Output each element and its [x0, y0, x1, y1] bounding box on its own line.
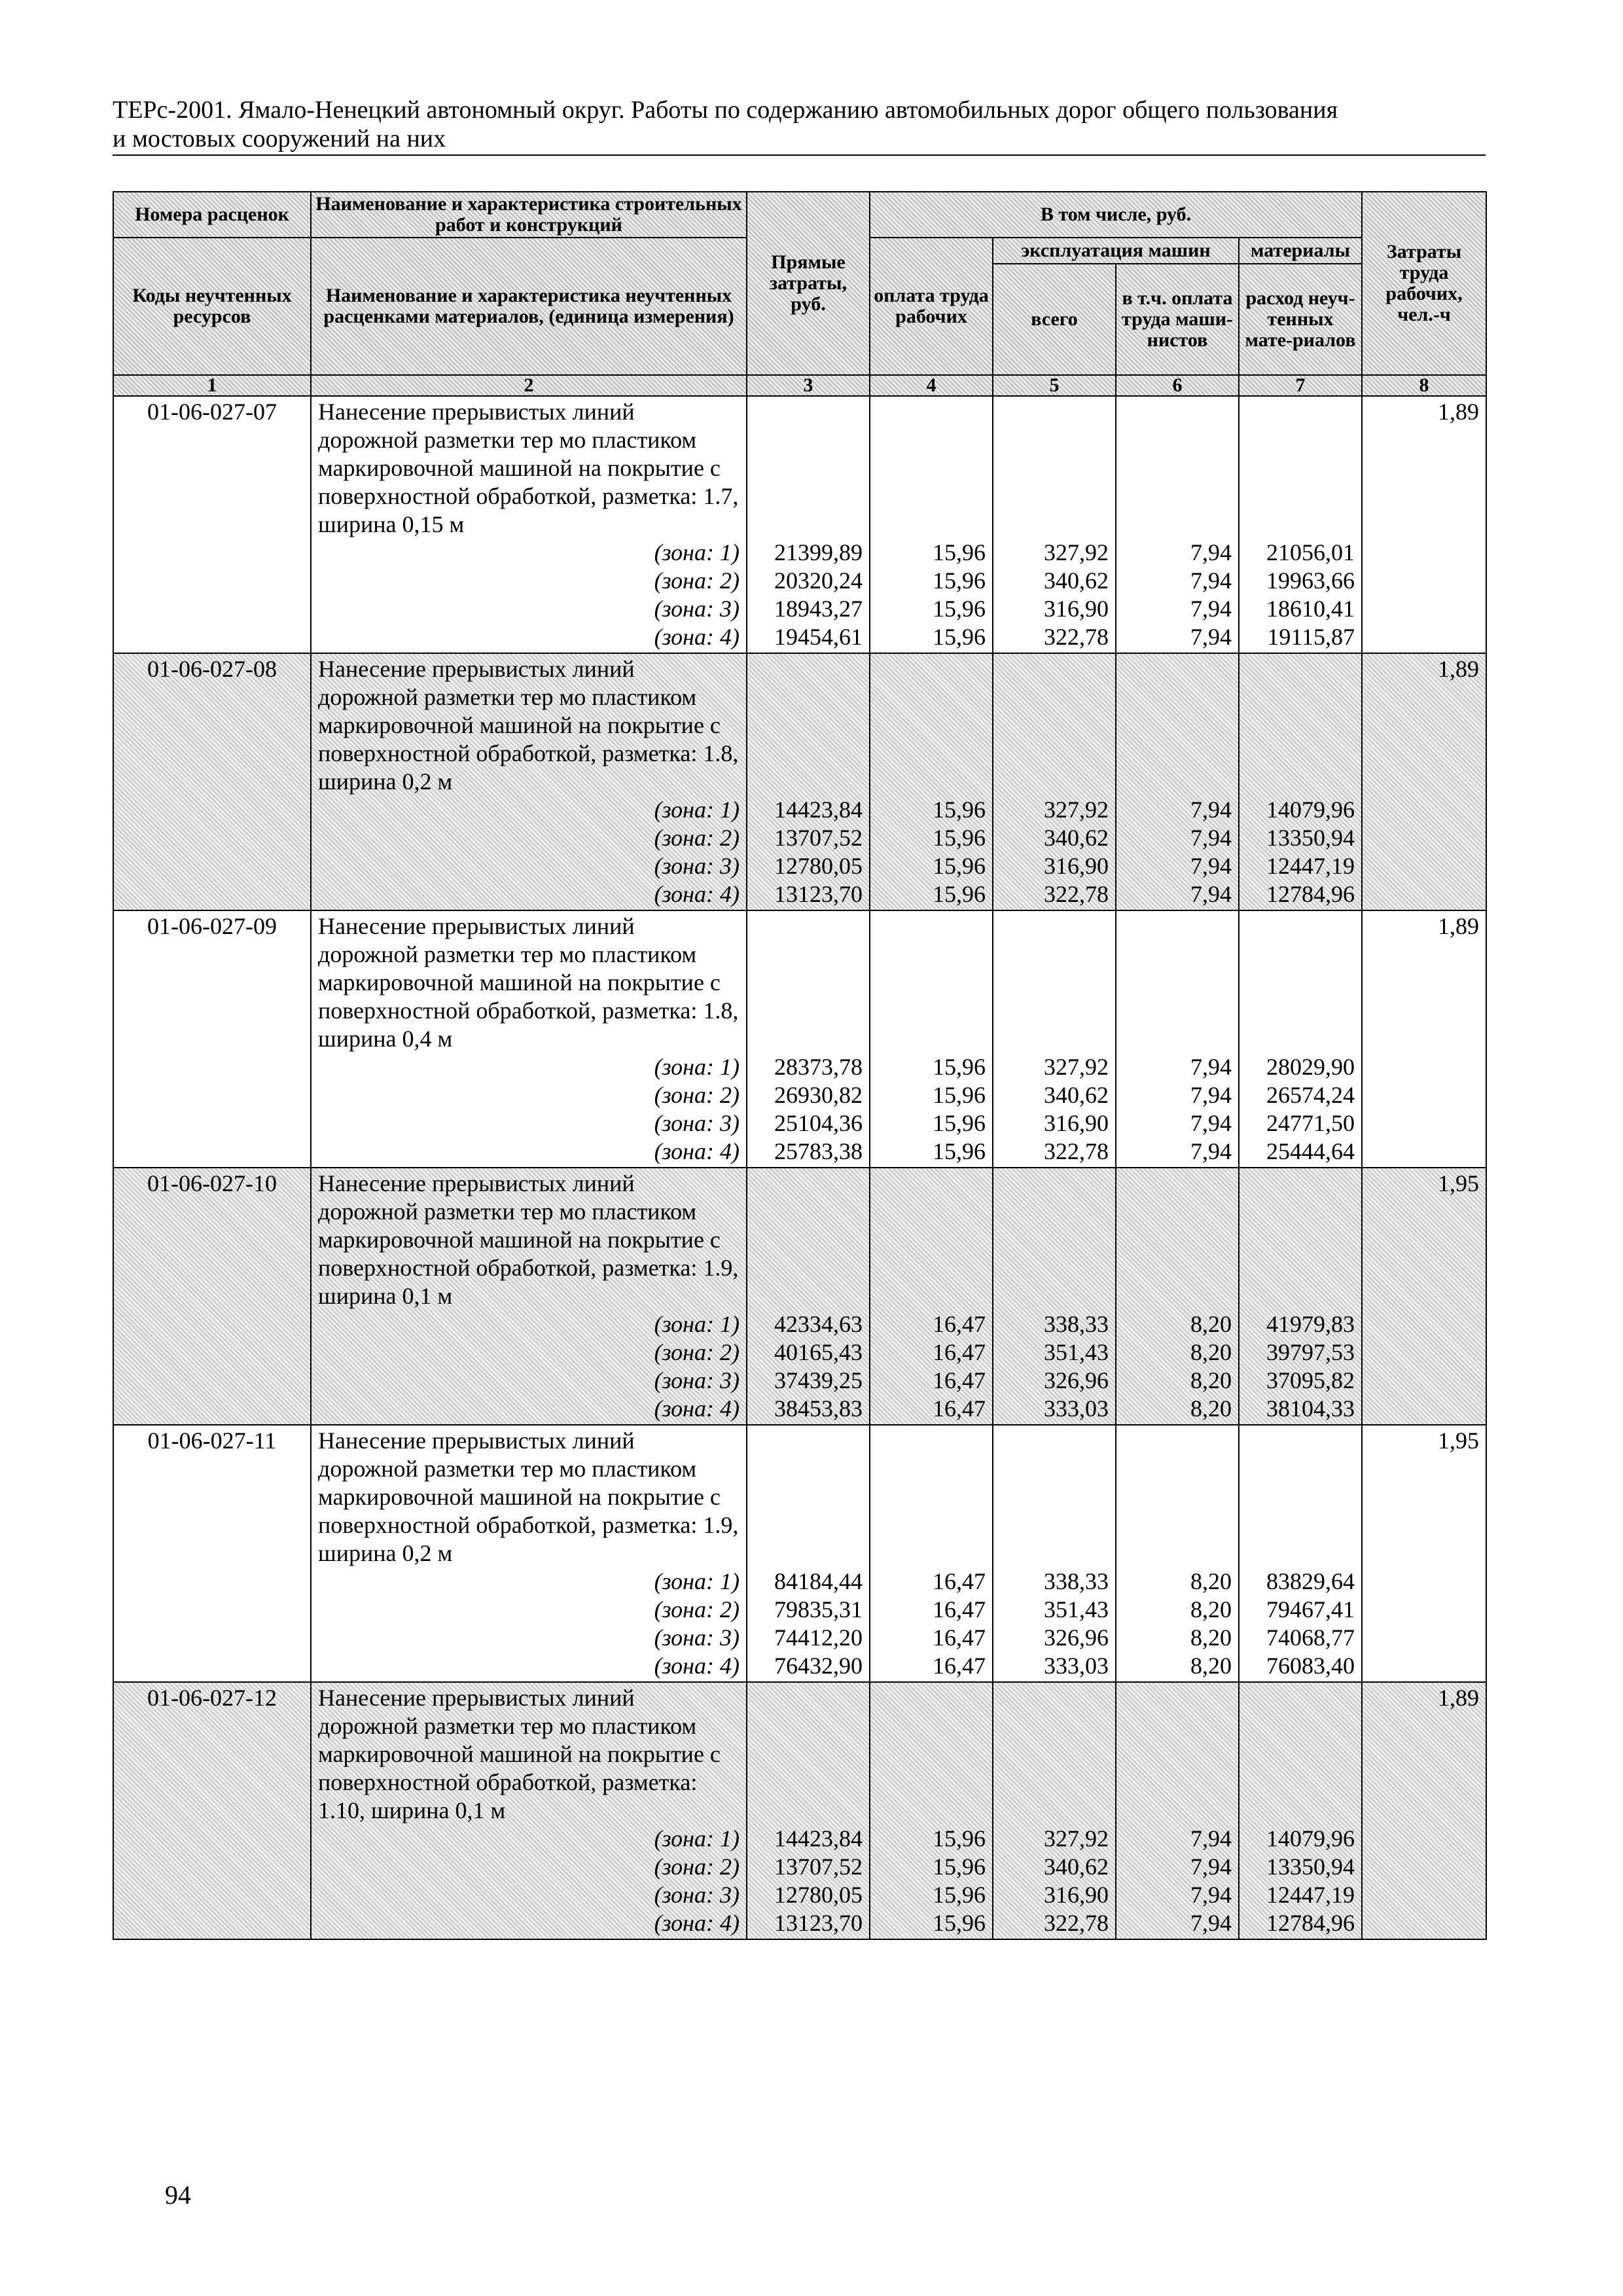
rate-item	[113, 653, 1486, 910]
value-cell-mach-wages	[1116, 910, 1239, 1168]
value-cell-wages	[870, 1425, 993, 1682]
zone-value: 16,47	[933, 1596, 986, 1623]
zone-value: 19963,66	[1266, 567, 1355, 594]
zone-value: 21399,89	[774, 539, 863, 565]
zone-value: 42334,63	[774, 1311, 863, 1337]
zone-value: 79467,41	[1266, 1596, 1355, 1623]
header-line-1: ТЕРс-2001. Ямало-Ненецкий автономный округ. Работы по содержанию автомобильных дорог общего пользования	[113, 96, 1338, 124]
zone-value: 76083,40	[1266, 1653, 1355, 1679]
title-spacer	[877, 1427, 986, 1568]
zone-value: 15,96	[933, 567, 986, 594]
rate-title: Нанесение прерывистых линий дорожной разметки тер мо пластиком маркировочной машиной на покрытие с поверхностной обработкой, разметка: 1.10, ширина 0,1 м	[318, 1685, 721, 1823]
rate-title: Нанесение прерывистых линий дорожной разметки тер мо пластиком маркировочной машиной на покрытие с поверхностной обработкой, разметка: 1.9, ширина 0,1 м	[318, 1170, 739, 1309]
zone-value: 37439,25	[774, 1367, 863, 1393]
value-cell-direct	[747, 910, 870, 1168]
header-material-names: Наименование и характеристика неучтенных расценками материалов, (единица измерения)	[311, 238, 747, 375]
labor-cost: 1,89	[1362, 653, 1486, 910]
zone-value: 7,94	[1190, 1138, 1232, 1164]
zone-value: 8,20	[1190, 1568, 1232, 1594]
labor-cost: 1,89	[1362, 396, 1486, 653]
zone-value: 7,94	[1190, 624, 1232, 650]
title-spacer	[1246, 1170, 1355, 1310]
value-cell-wages	[870, 1682, 993, 1939]
zone-value: 338,33	[1044, 1311, 1109, 1337]
rate-item	[113, 396, 1486, 653]
title-spacer	[1246, 1427, 1355, 1568]
zone-label: (зона: 3)	[654, 596, 740, 622]
zone-label: (зона: 3)	[654, 853, 740, 879]
value-cell-machines	[993, 396, 1116, 653]
zone-value: 7,94	[1190, 1825, 1232, 1852]
zone-value: 40165,43	[774, 1339, 863, 1365]
zone-value: 322,78	[1044, 1910, 1109, 1936]
value-cell-direct	[747, 653, 870, 910]
rate-code: 01-06-027-12	[113, 1682, 311, 1939]
zone-value: 327,92	[1044, 1054, 1109, 1080]
zone-value: 8,20	[1190, 1339, 1232, 1365]
value-cell-materials	[1239, 1168, 1362, 1425]
title-spacer	[754, 655, 863, 796]
table-row	[113, 396, 1486, 653]
zone-value: 340,62	[1044, 1854, 1109, 1880]
zone-value: 340,62	[1044, 825, 1109, 851]
title-spacer	[877, 398, 986, 539]
zone-value: 15,96	[933, 1082, 986, 1108]
title-spacer	[754, 1170, 863, 1310]
zone-value: 18610,41	[1266, 596, 1355, 622]
zone-value: 327,92	[1044, 539, 1109, 565]
zone-value: 12784,96	[1266, 881, 1355, 907]
rate-title: Нанесение прерывистых линий дорожной разметки тер мо пластиком маркировочной машиной на покрытие с поверхностной обработкой, разметка: 1.8, ширина 0,2 м	[318, 656, 739, 795]
header-including: В том числе, руб.	[870, 192, 1362, 238]
value-cell-direct	[747, 1168, 870, 1425]
zone-value: 14079,96	[1266, 1825, 1355, 1852]
header-labor-costs: Затраты труда рабочих, чел.-ч	[1362, 192, 1486, 375]
zone-value: 8,20	[1190, 1624, 1232, 1651]
zone-value: 13350,94	[1266, 825, 1355, 851]
title-spacer	[1123, 655, 1232, 796]
zone-value: 7,94	[1190, 1882, 1232, 1908]
rate-title: Нанесение прерывистых линий дорожной разметки тер мо пластиком маркировочной машиной на покрытие с поверхностной обработкой, разметка: 1.8, ширина 0,4 м	[318, 913, 739, 1052]
value-cell-wages	[870, 1168, 993, 1425]
value-cell-direct	[747, 1682, 870, 1939]
value-cell-wages	[870, 910, 993, 1168]
rate-description	[311, 653, 747, 910]
zone-label: (зона: 2)	[654, 567, 740, 594]
zone-value: 7,94	[1190, 853, 1232, 879]
table-row	[113, 653, 1486, 910]
rate-item	[113, 1425, 1486, 1682]
zone-label: (зона: 1)	[654, 1568, 740, 1594]
zone-value: 316,90	[1044, 596, 1109, 622]
value-cell-materials	[1239, 653, 1362, 910]
title-spacer	[1123, 1170, 1232, 1310]
rate-description	[311, 396, 747, 653]
labor-cost: 1,89	[1362, 1682, 1486, 1939]
zone-value: 322,78	[1044, 881, 1109, 907]
header-wages: оплата труда рабочих	[870, 238, 993, 375]
zone-value: 12784,96	[1266, 1910, 1355, 1936]
zone-value: 13707,52	[774, 825, 863, 851]
zone-value: 15,96	[933, 881, 986, 907]
value-cell-mach-wages	[1116, 1425, 1239, 1682]
header-materials: материалы	[1239, 238, 1362, 264]
title-spacer	[877, 655, 986, 796]
zone-value: 14423,84	[774, 1825, 863, 1852]
column-number: 8	[1362, 375, 1486, 396]
running-header	[113, 96, 1486, 156]
rate-item	[113, 1168, 1486, 1425]
rate-code: 01-06-027-10	[113, 1168, 311, 1425]
header-direct-costs: Прямые затраты, руб.	[747, 192, 870, 375]
zone-label: (зона: 1)	[654, 1311, 740, 1337]
title-spacer	[1000, 1427, 1109, 1568]
zone-value: 12447,19	[1266, 853, 1355, 879]
zone-value: 14423,84	[774, 797, 863, 823]
header-machines: эксплуатация машин	[993, 238, 1239, 264]
header-line-2: и мостовых сооружений на них	[113, 125, 446, 152]
zone-label: (зона: 4)	[654, 881, 740, 907]
zone-label: (зона: 2)	[654, 825, 740, 851]
zone-value: 16,47	[933, 1339, 986, 1365]
zone-value: 316,90	[1044, 1110, 1109, 1136]
title-spacer	[1246, 655, 1355, 796]
zone-value: 15,96	[933, 539, 986, 565]
header-machinist-wages: в т.ч. оплата труда маши-нистов	[1116, 264, 1239, 375]
zone-value: 326,96	[1044, 1624, 1109, 1651]
zone-value: 316,90	[1044, 1882, 1109, 1908]
table-row	[113, 1425, 1486, 1682]
zone-value: 333,03	[1044, 1395, 1109, 1422]
zone-value: 7,94	[1190, 1082, 1232, 1108]
zone-value: 7,94	[1190, 1910, 1232, 1936]
rates-table	[113, 191, 1487, 1940]
zone-value: 39797,53	[1266, 1339, 1355, 1365]
value-cell-wages	[870, 653, 993, 910]
rate-description	[311, 1682, 747, 1939]
zone-label: (зона: 3)	[654, 1882, 740, 1908]
zone-label: (зона: 4)	[654, 624, 740, 650]
labor-cost: 1,95	[1362, 1168, 1486, 1425]
value-cell-machines	[993, 1168, 1116, 1425]
zone-value: 21056,01	[1266, 539, 1355, 565]
title-spacer	[877, 912, 986, 1053]
value-cell-mach-wages	[1116, 653, 1239, 910]
table-row	[113, 910, 1486, 1168]
value-cell-materials	[1239, 1682, 1362, 1939]
page-number: 94	[165, 2180, 191, 2210]
zone-value: 28373,78	[774, 1054, 863, 1080]
zone-label: (зона: 4)	[654, 1910, 740, 1936]
zone-value: 26574,24	[1266, 1082, 1355, 1108]
zone-label: (зона: 2)	[654, 1082, 740, 1108]
zone-value: 74412,20	[774, 1624, 863, 1651]
zone-value: 24771,50	[1266, 1110, 1355, 1136]
zone-value: 327,92	[1044, 797, 1109, 823]
value-cell-materials	[1239, 910, 1362, 1168]
zone-value: 14079,96	[1266, 797, 1355, 823]
title-spacer	[754, 1427, 863, 1568]
zone-value: 19115,87	[1267, 624, 1355, 650]
zone-value: 16,47	[933, 1624, 986, 1651]
column-number: 3	[747, 375, 870, 396]
zone-value: 37095,82	[1266, 1367, 1355, 1393]
zone-value: 351,43	[1044, 1596, 1109, 1623]
column-number: 7	[1239, 375, 1362, 396]
zone-value: 338,33	[1044, 1568, 1109, 1594]
zone-value: 333,03	[1044, 1653, 1109, 1679]
title-spacer	[1123, 398, 1232, 539]
zone-value: 15,96	[933, 1825, 986, 1852]
rate-code: 01-06-027-07	[113, 396, 311, 653]
zone-value: 41979,83	[1266, 1311, 1355, 1337]
zone-value: 15,96	[933, 853, 986, 879]
zone-label: (зона: 1)	[654, 1054, 740, 1080]
zone-value: 16,47	[933, 1367, 986, 1393]
zone-value: 15,96	[933, 1054, 986, 1080]
value-cell-machines	[993, 1682, 1116, 1939]
zone-value: 7,94	[1190, 825, 1232, 851]
rate-code: 01-06-027-09	[113, 910, 311, 1168]
rate-description	[311, 1425, 747, 1682]
zone-value: 12780,05	[774, 1882, 863, 1908]
zone-value: 7,94	[1190, 567, 1232, 594]
zone-value: 8,20	[1190, 1395, 1232, 1422]
zone-value: 316,90	[1044, 853, 1109, 879]
zone-value: 322,78	[1044, 1138, 1109, 1164]
title-spacer	[1246, 1684, 1355, 1825]
title-spacer	[1123, 912, 1232, 1053]
table-row	[113, 1682, 1486, 1939]
zone-value: 13707,52	[774, 1854, 863, 1880]
zone-value: 15,96	[933, 1110, 986, 1136]
column-number: 1	[113, 375, 311, 396]
title-spacer	[1000, 398, 1109, 539]
title-spacer	[1000, 655, 1109, 796]
zone-value: 28029,90	[1266, 1054, 1355, 1080]
header-rate-numbers: Номера расценок	[113, 192, 311, 238]
title-spacer	[1246, 398, 1355, 539]
zone-value: 15,96	[933, 1854, 986, 1880]
zone-value: 7,94	[1190, 1054, 1232, 1080]
column-number: 6	[1116, 375, 1239, 396]
title-spacer	[877, 1684, 986, 1825]
labor-cost: 1,89	[1362, 910, 1486, 1168]
table-row	[113, 1168, 1486, 1425]
zone-label: (зона: 4)	[654, 1138, 740, 1164]
column-number: 4	[870, 375, 993, 396]
value-cell-machines	[993, 653, 1116, 910]
zone-value: 7,94	[1190, 539, 1232, 565]
zone-value: 18943,27	[774, 596, 863, 622]
rate-title: Нанесение прерывистых линий дорожной разметки тер мо пластиком маркировочной машиной на покрытие с поверхностной обработкой, разметка: 1.9, ширина 0,2 м	[318, 1427, 739, 1566]
zone-value: 12780,05	[774, 853, 863, 879]
zone-value: 351,43	[1044, 1339, 1109, 1365]
header-material-consumption: расход неуч-тенных мате-риалов	[1239, 264, 1362, 375]
zone-value: 13123,70	[774, 1910, 863, 1936]
labor-cost: 1,95	[1362, 1425, 1486, 1682]
zone-value: 15,96	[933, 1882, 986, 1908]
zone-value: 15,96	[933, 825, 986, 851]
rate-code: 01-06-027-11	[113, 1425, 311, 1682]
title-spacer	[1123, 1684, 1232, 1825]
zone-value: 15,96	[933, 596, 986, 622]
value-cell-wages	[870, 396, 993, 653]
zone-value: 322,78	[1044, 624, 1109, 650]
zone-value: 15,96	[933, 1910, 986, 1936]
title-spacer	[754, 1684, 863, 1825]
zone-label: (зона: 2)	[654, 1854, 740, 1880]
zone-value: 84184,44	[774, 1568, 863, 1594]
value-cell-machines	[993, 910, 1116, 1168]
value-cell-materials	[1239, 396, 1362, 653]
rate-code: 01-06-027-08	[113, 653, 311, 910]
column-number: 2	[311, 375, 747, 396]
zone-label: (зона: 3)	[654, 1110, 740, 1136]
title-spacer	[1000, 1170, 1109, 1310]
zone-label: (зона: 2)	[654, 1339, 740, 1365]
zone-label: (зона: 3)	[654, 1624, 740, 1651]
zone-value: 16,47	[933, 1311, 986, 1337]
title-spacer	[1123, 1427, 1232, 1568]
column-number: 5	[993, 375, 1116, 396]
title-spacer	[754, 398, 863, 539]
title-spacer	[754, 912, 863, 1053]
zone-label: (зона: 1)	[654, 539, 740, 565]
zone-value: 13123,70	[774, 881, 863, 907]
zone-value: 15,96	[933, 797, 986, 823]
zone-label: (зона: 1)	[654, 797, 740, 823]
rate-description	[311, 910, 747, 1168]
zone-value: 25783,38	[774, 1138, 863, 1164]
zone-label: (зона: 4)	[654, 1395, 740, 1422]
zone-value: 19454,61	[774, 624, 863, 650]
title-spacer	[1246, 912, 1355, 1053]
zone-value: 16,47	[933, 1395, 986, 1422]
zone-value: 327,92	[1044, 1825, 1109, 1852]
table-header	[113, 192, 1486, 396]
zone-value: 74068,77	[1266, 1624, 1355, 1651]
value-cell-mach-wages	[1116, 396, 1239, 653]
rate-description	[311, 1168, 747, 1425]
zone-value: 38104,33	[1266, 1395, 1355, 1422]
zone-value: 79835,31	[774, 1596, 863, 1623]
zone-value: 8,20	[1190, 1596, 1232, 1623]
title-spacer	[1000, 912, 1109, 1053]
zone-value: 76432,90	[774, 1653, 863, 1679]
value-cell-materials	[1239, 1425, 1362, 1682]
rate-item	[113, 910, 1486, 1168]
zone-value: 38453,83	[774, 1395, 863, 1422]
zone-value: 326,96	[1044, 1367, 1109, 1393]
zone-value: 7,94	[1190, 881, 1232, 907]
zone-value: 16,47	[933, 1568, 986, 1594]
zone-value: 25444,64	[1266, 1138, 1355, 1164]
zone-value: 8,20	[1190, 1367, 1232, 1393]
header-work-name: Наименование и характеристика строительных работ и конструкций	[311, 192, 747, 238]
zone-value: 26930,82	[774, 1082, 863, 1108]
zone-value: 7,94	[1190, 1854, 1232, 1880]
header-resource-codes: Коды неучтенных ресурсов	[113, 238, 311, 375]
value-cell-mach-wages	[1116, 1168, 1239, 1425]
zone-label: (зона: 4)	[654, 1653, 740, 1679]
zone-value: 340,62	[1044, 567, 1109, 594]
zone-value: 7,94	[1190, 1110, 1232, 1136]
zone-value: 7,94	[1190, 596, 1232, 622]
zone-value: 83829,64	[1266, 1568, 1355, 1594]
rate-title: Нанесение прерывистых линий дорожной разметки тер мо пластиком маркировочной машиной на покрытие с поверхностной обработкой, разметка: 1.7, ширина 0,15 м	[318, 399, 739, 537]
zone-value: 16,47	[933, 1653, 986, 1679]
rate-item	[113, 1682, 1486, 1939]
zone-label: (зона: 2)	[654, 1596, 740, 1623]
value-cell-mach-wages	[1116, 1682, 1239, 1939]
zone-value: 20320,24	[774, 567, 863, 594]
zone-value: 8,20	[1190, 1653, 1232, 1679]
zone-value: 15,96	[933, 1138, 986, 1164]
value-cell-direct	[747, 1425, 870, 1682]
zone-value: 13350,94	[1266, 1854, 1355, 1880]
value-cell-machines	[993, 1425, 1116, 1682]
zone-value: 340,62	[1044, 1082, 1109, 1108]
value-cell-direct	[747, 396, 870, 653]
zone-label: (зона: 3)	[654, 1367, 740, 1393]
title-spacer	[877, 1170, 986, 1310]
title-spacer	[1000, 1684, 1109, 1825]
zone-value: 25104,36	[774, 1110, 863, 1136]
zone-value: 15,96	[933, 624, 986, 650]
zone-value: 8,20	[1190, 1311, 1232, 1337]
zone-label: (зона: 1)	[654, 1825, 740, 1852]
header-machines-total: всего	[993, 264, 1116, 375]
zone-value: 7,94	[1190, 797, 1232, 823]
zone-value: 12447,19	[1266, 1882, 1355, 1908]
